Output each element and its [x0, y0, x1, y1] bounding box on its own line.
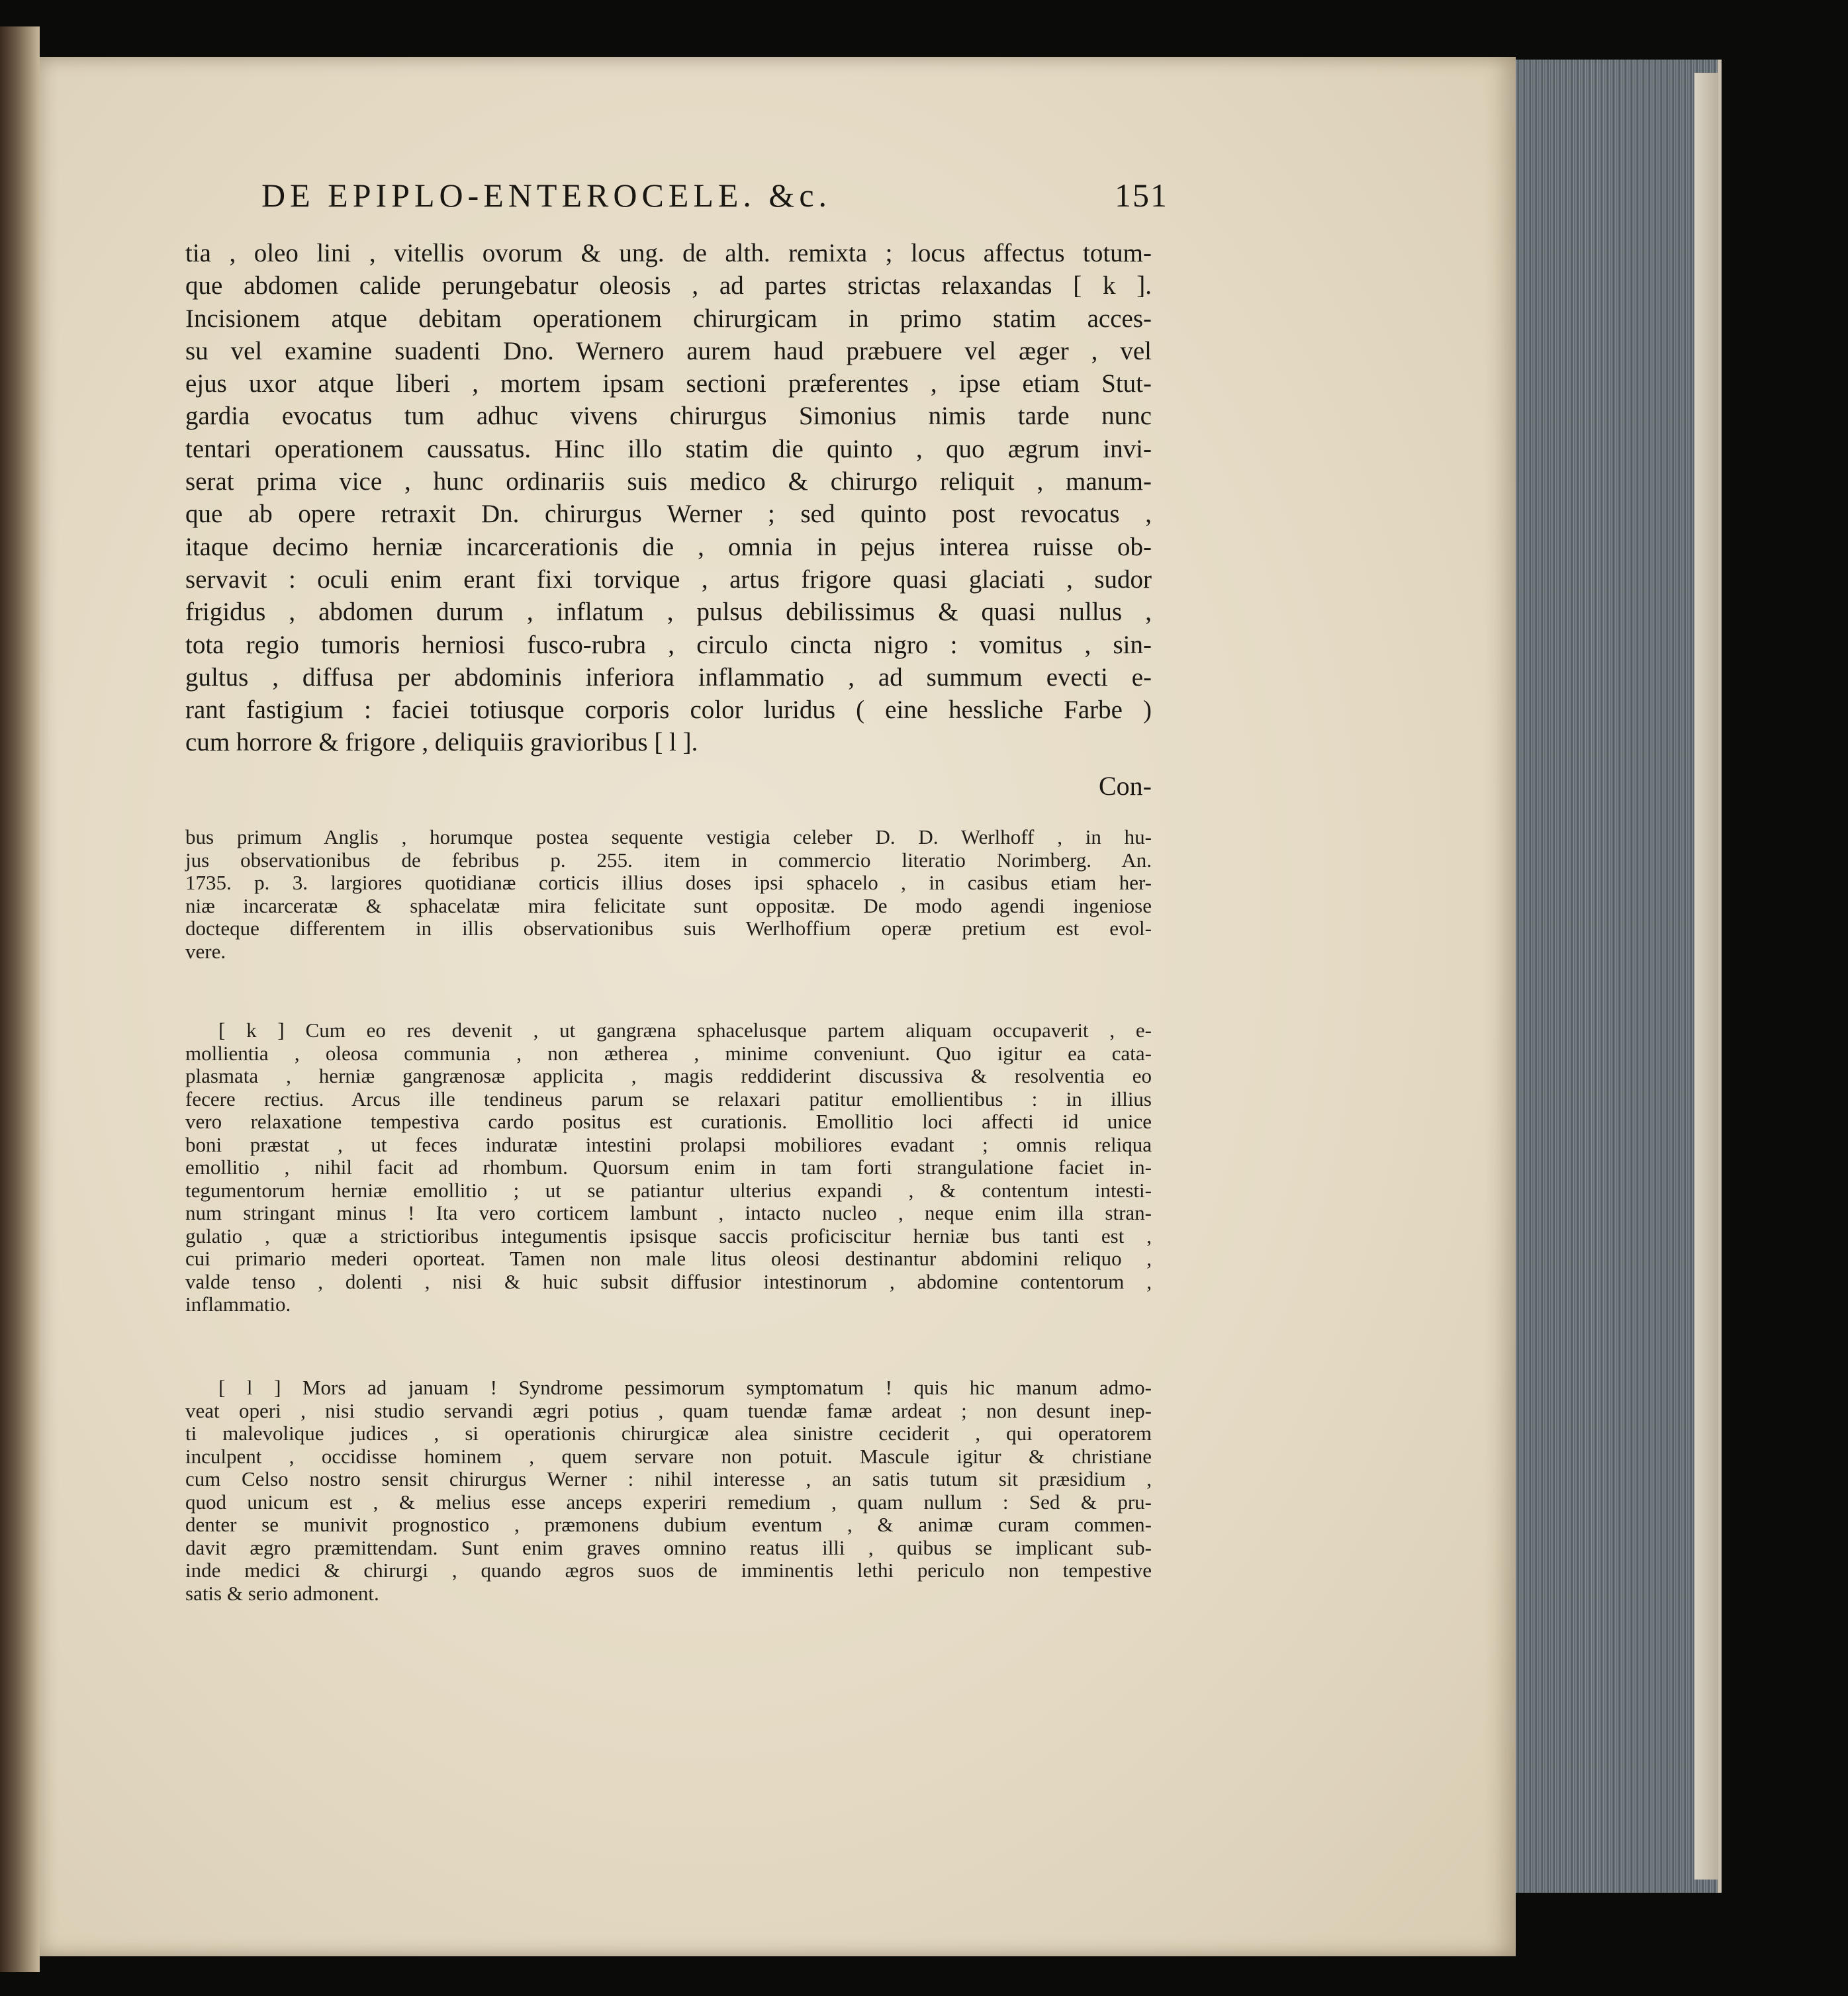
book-cover-edge	[1694, 73, 1718, 1880]
running-head-title: DE EPIPLO-ENTEROCELE. &c.	[261, 177, 832, 214]
text-line: [ k ] Cum eo res devenit , ut gangræna sphacelusque partem aliquam occupaverit , e-	[218, 1019, 1152, 1042]
text-line: inde medici & chirurgi , quando ægros suos de imminentis lethi periculo non tempestive	[185, 1559, 1152, 1582]
text-line: boni præstat , ut feces induratæ intestini prolapsi mobiliores evadant ; omnis reliqua	[185, 1132, 1152, 1156]
text-line: Incisionem atque debitam operationem chirurgicam in primo statim acces-	[185, 304, 1152, 333]
text-line: cum horrore & frigore , deliquiis gravioribus [ l ].	[185, 728, 698, 757]
text-line: cum Celso nostro sensit chirurgus Werner : nihil interesse , an satis tutum sit præsidium ,	[185, 1467, 1152, 1490]
text-line: serat prima vice , hunc ordinariis suis medico & chirurgo reliquit , manum-	[185, 467, 1152, 496]
text-line: tentari operationem caussatus. Hinc illo statim die quinto , quo ægrum invi-	[185, 434, 1152, 463]
text-line: quod unicum est , & melius esse anceps experiri remedium , quam nullum : Sed & pru-	[185, 1490, 1152, 1514]
text-line: satis & serio admonent.	[185, 1581, 379, 1605]
text-line: rant fastigium : faciei totiusque corporis color luridus ( eine hessliche Farbe )	[185, 696, 1152, 725]
text-line: vero relaxatione tempestiva cardo positus est curationis. Emollitio loci affecti id unice	[185, 1110, 1152, 1133]
text-line: docteque differentem in illis observationibus suis Werlhoffium operæ pretium est evol-	[185, 917, 1152, 940]
text-line: fecere rectius. Arcus ille tendineus parum se relaxari patitur emollientibus : in illius	[185, 1087, 1152, 1111]
text-line: valde tenso , dolenti , nisi & huic subsit diffusior intestinorum , abdomine contentorum ,	[185, 1269, 1152, 1293]
text-line: que ab opere retraxit Dn. chirurgus Werner ; sed quinto post revocatus ,	[185, 500, 1152, 529]
text-line: tia , oleo lini , vitellis ovorum & ung. de alth. remixta ; locus affectus totum-	[185, 239, 1152, 267]
footnote-k	[185, 1019, 1152, 1316]
text-line: tegumentorum herniæ emollitio ; ut se patiantur ulterius expandi , & contentum intesti-	[185, 1178, 1152, 1202]
text-line: bus primum Anglis , horumque postea sequente vestigia celeber D. D. Werlhoff , in hu-	[185, 825, 1152, 848]
text-line: que abdomen calide perungebatur oleosis , ad partes strictas relaxandas [ k ].	[185, 271, 1152, 300]
text-line: vere.	[185, 939, 226, 963]
main-text-block	[185, 237, 1152, 759]
text-line: su vel examine suadenti Dno. Wernero aurem haud præbuere vel æger , vel	[185, 336, 1152, 365]
text-line: veat operi , nisi studio servandi ægri potius , quam tuendæ famæ ardeat ; non desunt inep-	[185, 1398, 1152, 1422]
text-line: gardia evocatus tum adhuc vivens chirurgus Simonius nimis tarde nunc	[185, 402, 1152, 431]
footnote-continued	[185, 826, 1152, 963]
text-line: emollitio , nihil facit ad rhombum. Quorsum enim in tam forti strangulatione faciet in-	[185, 1156, 1152, 1179]
text-line: 1735. p. 3. largiores quotidianæ corticis illius doses ipsi sphacelo , in casibus etiam her-	[185, 871, 1152, 894]
text-line: [ l ] Mors ad januam ! Syndrome pessimorum symptomatum ! quis hic manum admo-	[218, 1376, 1152, 1399]
text-line: jus observationibus de febribus p. 255. item in commercio literatio Norimberg. An.	[185, 848, 1152, 872]
text-line: ejus uxor atque liberi , mortem ipsam sectioni præferentes , ipse etiam Stut-	[185, 369, 1152, 398]
text-line: tota regio tumoris herniosi fusco-rubra , circulo cincta nigro : vomitus , sin-	[185, 630, 1152, 659]
running-head	[261, 176, 1168, 220]
text-line: plasmata , herniæ gangrænosæ applicita , magis reddiderint discussiva & resolventia eo	[185, 1064, 1152, 1087]
text-line: niæ incarceratæ & sphacelatæ mira felicitate sunt oppositæ. De modo agendi ingeniose	[185, 893, 1152, 917]
text-line: gultus , diffusa per abdominis inferiora inflammatio , ad summum evecti e-	[185, 662, 1152, 692]
text-line: denter se munivit prognostico , præmonens dubium eventum , & animæ curam commen-	[185, 1513, 1152, 1536]
page-block-edges	[1502, 60, 1722, 1893]
page-number: 151	[1115, 177, 1168, 214]
text-line: itaque decimo herniæ incarcerationis die , omnia in pejus interea ruisse ob-	[185, 532, 1152, 561]
footnote-l	[185, 1377, 1152, 1605]
text-line: gulatio , quæ a strictioribus integumentis ipsisque saccis proficiscitur herniæ bus tanti est ,	[185, 1224, 1152, 1248]
text-line: mollientia , oleosa communia , non ætherea , minime conveniunt. Quo igitur ea cata-	[185, 1041, 1152, 1065]
catchword: Con-	[1099, 771, 1152, 801]
text-line: inculpent , occidisse hominem , quem servare non potuit. Mascule igitur & christiane	[185, 1444, 1152, 1468]
text-line: davit ægro præmittendam. Sunt enim graves omnino reatus illi , quibus se implicant sub-	[185, 1535, 1152, 1559]
text-line: inflammatio.	[185, 1293, 291, 1316]
previous-page-edge	[0, 26, 40, 1972]
text-line: ti malevolique judices , si operationis chirurgicæ alea sinistre ceciderit , qui operatorem	[185, 1422, 1152, 1445]
text-line: num stringant minus ! Ita vero corticem lambunt , intacto nucleo , neque enim illa stran-	[185, 1201, 1152, 1224]
text-line: cui primario mederi oporteat. Tamen non male litus oleosi destinantur abdomini reliquo ,	[185, 1247, 1152, 1270]
text-line: servavit : oculi enim erant fixi torvique , artus frigore quasi glaciati , sudor	[185, 565, 1152, 594]
text-line: frigidus , abdomen durum , inflatum , pulsus debilissimus & quasi nullus ,	[185, 598, 1152, 627]
